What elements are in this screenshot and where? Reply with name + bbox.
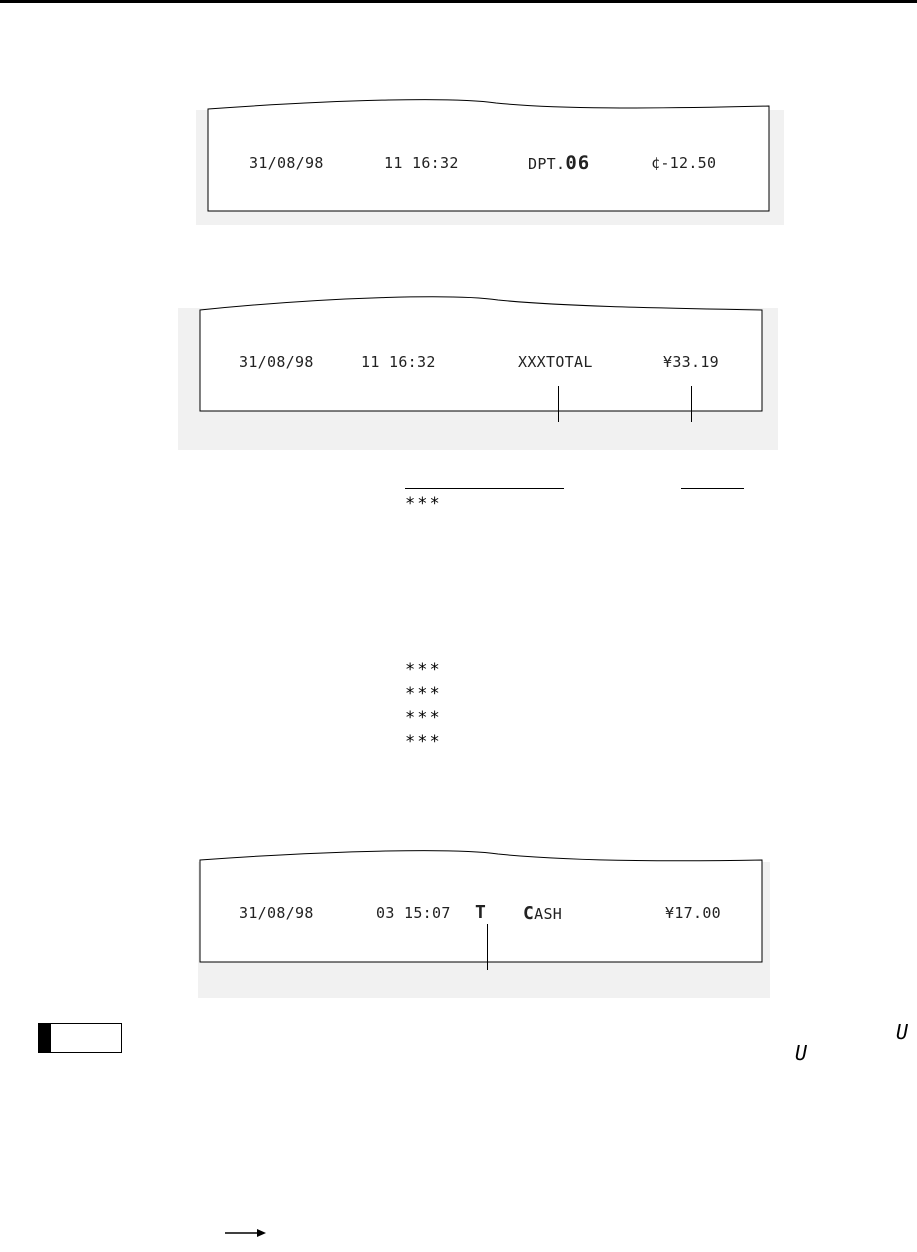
dept-prefix: DPT. [528, 155, 566, 173]
asterisk-row: *** [405, 660, 442, 680]
underline-rule-left [405, 488, 564, 489]
cash-rest: ASH [534, 905, 563, 923]
display-glyph: U [795, 1041, 808, 1065]
receipt-amount: ¥33.19 [663, 353, 719, 371]
note-box [38, 1023, 122, 1053]
receipt-time: 11 16:32 [384, 154, 459, 172]
leader-line-mark [487, 924, 488, 970]
receipt-total [178, 290, 778, 450]
receipt-dept-label [528, 152, 590, 174]
display-glyph: U [896, 1020, 909, 1044]
receipt-dpt [196, 95, 786, 225]
receipt-amount: ¥17.00 [665, 904, 721, 922]
receipt-time: 11 16:32 [361, 353, 436, 371]
receipt-date: 31/08/98 [239, 904, 314, 922]
receipt-mark: T [475, 902, 487, 923]
receipt-date: 31/08/98 [239, 353, 314, 371]
asterisk-row: *** [405, 494, 442, 514]
receipt-amount: ¢-12.50 [651, 154, 717, 172]
receipt-date: 31/08/98 [249, 154, 324, 172]
top-rule [0, 0, 917, 3]
asterisk-row: *** [405, 684, 442, 704]
asterisk-row: *** [405, 732, 442, 752]
receipt-cash-label [523, 903, 562, 924]
dept-number: 06 [565, 152, 591, 174]
cash-prefix: C [523, 903, 535, 924]
leader-line-amount [691, 386, 692, 422]
asterisk-row: *** [405, 708, 442, 728]
receipt-frame [178, 848, 778, 998]
right-arrow-icon [225, 1228, 267, 1238]
receipt-cash [178, 848, 778, 998]
note-box-fill [39, 1024, 51, 1052]
leader-line-label [558, 386, 559, 422]
receipt-total-label: XXXTOTAL [518, 353, 593, 371]
receipt-time: 03 15:07 [376, 904, 451, 922]
underline-rule-right [681, 488, 744, 489]
